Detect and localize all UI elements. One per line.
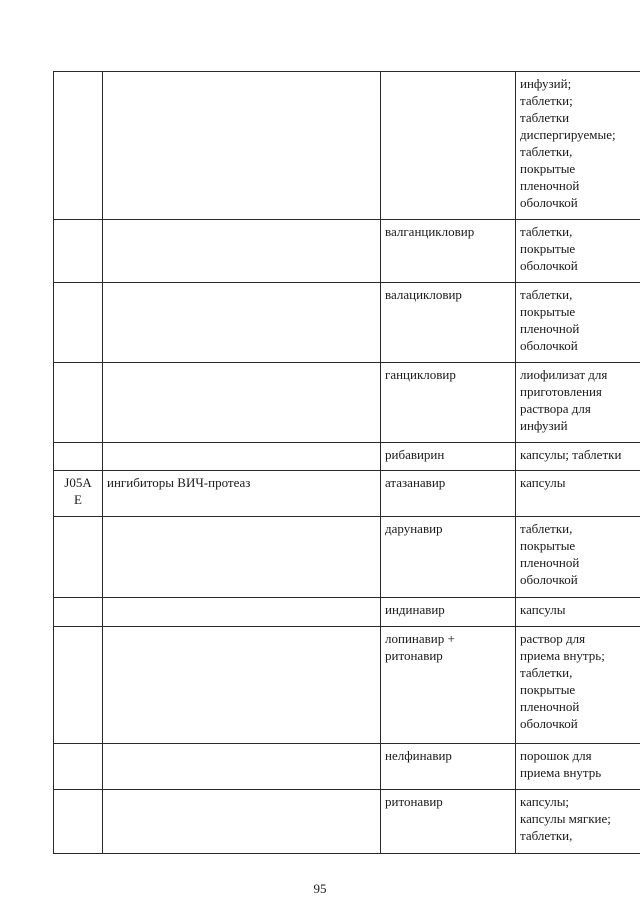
drug-name-cell: валганцикловир bbox=[381, 220, 516, 283]
drug-name-cell: атазанавир bbox=[381, 471, 516, 517]
table-row bbox=[54, 283, 640, 363]
dosage-form-cell: порошок для приема внутрь bbox=[516, 744, 640, 790]
atc-code-cell: J05A E bbox=[54, 471, 103, 517]
atc-code-cell bbox=[54, 283, 103, 363]
dosage-form-cell: лиофилизат для приготовления раствора для инфузий bbox=[516, 363, 640, 443]
drug-name-cell: дарунавир bbox=[381, 517, 516, 598]
table-row bbox=[54, 471, 640, 517]
table-row bbox=[54, 363, 640, 443]
dosage-form-cell: инфузий; таблетки; таблетки диспергируемые; таблетки, покрытые пленочной оболочкой bbox=[516, 72, 640, 220]
atc-code-cell bbox=[54, 598, 103, 627]
dosage-form-cell: капсулы bbox=[516, 598, 640, 627]
drug-table bbox=[53, 71, 640, 854]
drug-name-cell: ганцикловир bbox=[381, 363, 516, 443]
atc-code-cell bbox=[54, 790, 103, 854]
drug-name-cell: лопинавир + ритонавир bbox=[381, 627, 516, 744]
page-number: 95 bbox=[313, 881, 327, 896]
group-cell bbox=[103, 283, 381, 363]
drug-name-cell: индинавир bbox=[381, 598, 516, 627]
atc-code-cell bbox=[54, 517, 103, 598]
drug-table-body bbox=[54, 72, 640, 854]
drug-name-cell: нелфинавир bbox=[381, 744, 516, 790]
table-row bbox=[54, 72, 640, 220]
dosage-form-cell: таблетки, покрытые пленочной оболочкой bbox=[516, 283, 640, 363]
atc-code-cell bbox=[54, 744, 103, 790]
group-cell bbox=[103, 627, 381, 744]
dosage-form-cell: таблетки, покрытые пленочной оболочкой bbox=[516, 517, 640, 598]
drug-name-cell bbox=[381, 72, 516, 220]
group-cell bbox=[103, 363, 381, 443]
dosage-form-cell: таблетки, покрытые оболочкой bbox=[516, 220, 640, 283]
group-cell bbox=[103, 744, 381, 790]
group-cell bbox=[103, 790, 381, 854]
dosage-form-cell: капсулы; капсулы мягкие; таблетки, bbox=[516, 790, 640, 854]
atc-code-cell bbox=[54, 72, 103, 220]
drug-name-cell: ритонавир bbox=[381, 790, 516, 854]
group-cell bbox=[103, 443, 381, 471]
dosage-form-cell: капсулы; таблетки bbox=[516, 443, 640, 471]
table-row bbox=[54, 627, 640, 744]
drug-name-cell: валацикловир bbox=[381, 283, 516, 363]
dosage-form-cell: капсулы bbox=[516, 471, 640, 517]
table-row bbox=[54, 744, 640, 790]
table-row bbox=[54, 517, 640, 598]
table-row bbox=[54, 220, 640, 283]
group-cell bbox=[103, 72, 381, 220]
group-cell bbox=[103, 220, 381, 283]
atc-code-cell bbox=[54, 363, 103, 443]
table-row bbox=[54, 443, 640, 471]
atc-code-cell bbox=[54, 443, 103, 471]
table-row bbox=[54, 790, 640, 854]
group-cell bbox=[103, 517, 381, 598]
group-cell bbox=[103, 598, 381, 627]
group-cell: ингибиторы ВИЧ-протеаз bbox=[103, 471, 381, 517]
atc-code-cell bbox=[54, 220, 103, 283]
drug-name-cell: рибавирин bbox=[381, 443, 516, 471]
dosage-form-cell: раствор для приема внутрь; таблетки, покрытые пленочной оболочкой bbox=[516, 627, 640, 744]
atc-code-cell bbox=[54, 627, 103, 744]
table-row bbox=[54, 598, 640, 627]
